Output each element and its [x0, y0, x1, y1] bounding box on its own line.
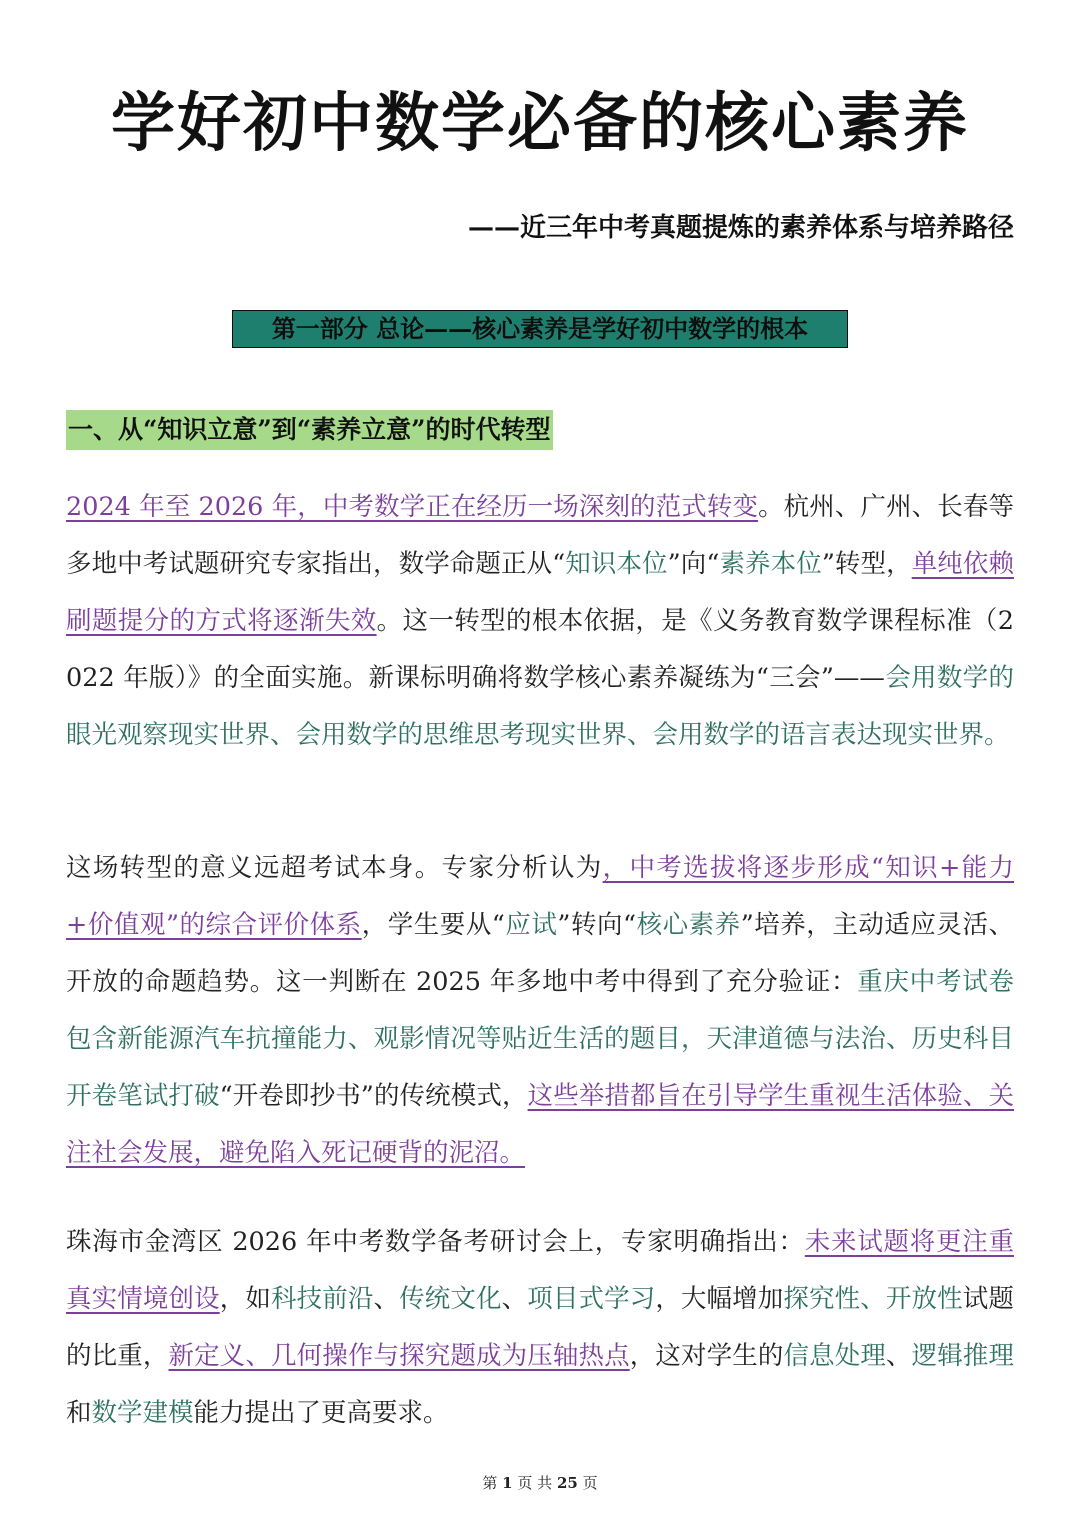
body-text: 。杭州、广州、长春等多地中考试题研究专家指出，数学命题正从“	[66, 492, 1014, 579]
body-text: ，学生要从“	[361, 910, 505, 940]
body-text: 试题的比重，	[66, 1284, 1014, 1371]
green-emphasis: 会用数学的眼光观察现实世界、会用数学的思维思考现实世界、会用数学的语言表达现实世界。	[66, 663, 1014, 750]
body-text: 。这一转型的根本依据，是《义务教育数学课程标准（2022 年版）》的全面实施。新课标明确将数学核心素养凝练为“三会”——	[66, 606, 1014, 693]
green-emphasis: 核心素养	[636, 910, 741, 940]
footer-prefix: 第	[482, 1474, 498, 1492]
footer-total-pages: 25	[556, 1474, 578, 1492]
green-emphasis: 重庆中考试卷包含新能源汽车抗撞能力、观影情况等贴近生活的题目，天津道德与法治、历史科目开卷笔试打破	[66, 967, 1014, 1111]
body-text: “开卷即抄书”的传统模式，	[219, 1081, 528, 1111]
body-text: ”转型，	[821, 549, 912, 579]
body-text: 、	[373, 1284, 400, 1314]
body-text: 这场转型的意义远超考试本身。专家分析认为	[66, 853, 603, 883]
body-text: 珠海市金湾区 2026 年中考数学备考研讨会上，专家明确指出：	[66, 1227, 805, 1257]
green-emphasis: 知识本位	[565, 549, 668, 579]
body-text: 能力提出了更高要求。	[193, 1398, 449, 1428]
body-text: 、	[885, 1341, 912, 1371]
underlined-emphasis: 这些举措都旨在引导学生重视生活体验、关注社会发展，避免陷入死记硬背的泥沼。	[66, 1081, 1014, 1168]
body-text: 、	[501, 1284, 528, 1314]
green-emphasis: 数学建模	[91, 1398, 194, 1428]
part-banner: 第一部分 总论——核心素养是学好初中数学的根本	[232, 310, 848, 348]
underlined-emphasis: 单纯依赖刷题提分的方式将逐渐失效	[66, 549, 1014, 636]
footer-page-number: 1	[502, 1474, 513, 1492]
footer-middle: 页 共	[517, 1474, 553, 1492]
document-title: 学好初中数学必备的核心素养	[111, 87, 969, 161]
green-emphasis: 应试	[504, 910, 558, 940]
green-emphasis: 科技前沿	[270, 1284, 374, 1314]
document-subtitle: ——近三年中考真题提炼的素养体系与培养路径	[467, 213, 1014, 243]
green-emphasis: 信息处理	[783, 1341, 886, 1371]
footer-suffix: 页	[582, 1474, 598, 1492]
body-text: ”转向“	[557, 910, 637, 940]
body-text: ，如	[219, 1284, 271, 1314]
section-heading: 一、从“知识立意”到“素养立意”的时代转型	[66, 410, 553, 450]
paragraph	[66, 840, 1014, 1182]
body-text: ，大幅增加	[655, 1284, 784, 1314]
body-text: 和	[66, 1398, 92, 1428]
underlined-emphasis: 新定义、几何操作与探究题成为压轴热点	[168, 1341, 630, 1371]
body-text: ，这对学生的	[629, 1341, 784, 1371]
underlined-emphasis: ，中考选拔将逐步形成“知识+能力+价值观”的综合评价体系	[66, 853, 1014, 940]
underlined-emphasis: 2024 年至 2026 年，中考数学正在经历一场深刻的范式转变	[66, 492, 759, 522]
page-footer	[0, 1472, 1080, 1493]
green-emphasis: 项目式学习	[527, 1284, 656, 1314]
paragraph	[66, 479, 1014, 764]
green-emphasis: 素养本位	[719, 549, 822, 579]
green-emphasis: 探究性、开放性	[783, 1284, 963, 1314]
body-text: ”向“	[667, 549, 720, 579]
underlined-emphasis: 未来试题将更注重真实情境创设	[66, 1227, 1014, 1314]
green-emphasis: 传统文化	[399, 1284, 502, 1314]
paragraph	[66, 1214, 1014, 1442]
body-text: ”培养，主动适应灵活、开放的命题趋势。这一判断在 2025 年多地中考中得到了充分验证：	[66, 910, 1014, 997]
green-emphasis: 逻辑推理	[911, 1341, 1014, 1371]
